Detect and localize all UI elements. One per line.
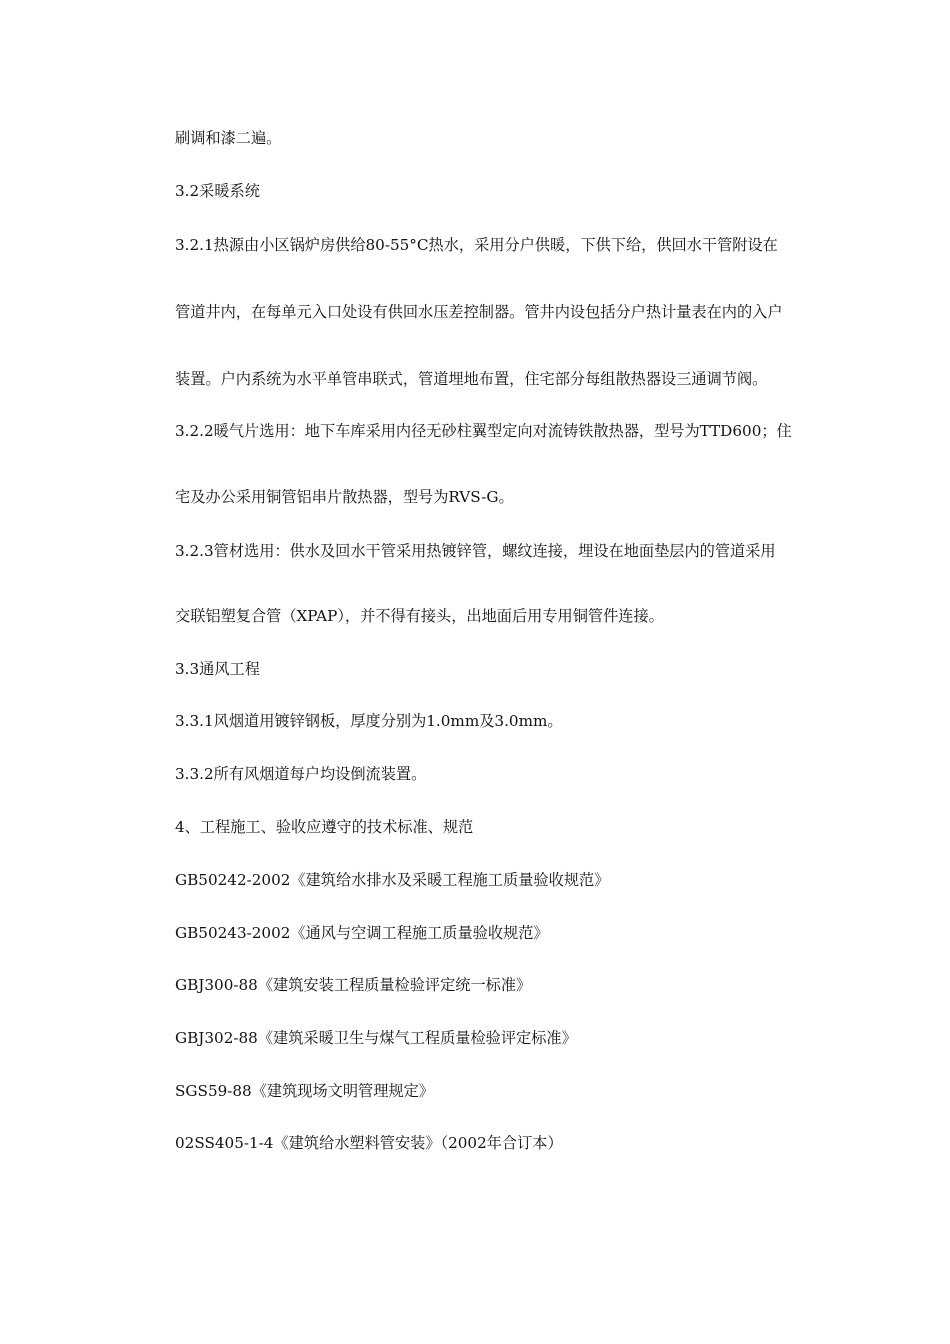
- paragraph-line: 3.3.2所有风烟道每户均设倒流装置。: [175, 765, 427, 783]
- standard-item: SGS59-88《建筑现场文明管理规定》: [175, 1082, 434, 1100]
- paragraph-line: 3.2.1热源由小区锅炉房供给80-55°C热水，采用分户供暖，下供下给，供回水干管附设在: [175, 236, 778, 254]
- paragraph-line: 管道井内，在每单元入口处设有供回水压差控制器。管井内设包括分户热计量表在内的入户: [175, 303, 783, 321]
- paragraph-line: 装置。户内系统为水平单管串联式，管道埋地布置，住宅部分每组散热器设三通调节阀。: [175, 370, 768, 388]
- paragraph-line: 刷调和漆二遍。: [175, 129, 282, 147]
- standard-item: GBJ300-88《建筑安装工程质量检验评定统一标准》: [175, 976, 532, 994]
- standard-item: GB50243-2002《通风与空调工程施工质量验收规范》: [175, 924, 549, 942]
- standard-item: GB50242-2002《建筑给水排水及采暖工程施工质量验收规范》: [175, 871, 610, 889]
- paragraph-line: 交联铝塑复合管（XPAP），并不得有接头，出地面后用专用铜管件连接。: [175, 607, 664, 625]
- paragraph-line: 宅及办公采用铜管铝串片散热器，型号为RVS-G。: [175, 488, 514, 506]
- standard-item: GBJ302-88《建筑采暖卫生与煤气工程质量检验评定标准》: [175, 1029, 577, 1047]
- paragraph-line: 3.2.2暖气片选用：地下车库采用内径无砂柱翼型定向对流铸铁散热器，型号为TTD600；住: [175, 422, 792, 440]
- section-heading-4: 4、工程施工、验收应遵守的技术标准、规范: [175, 818, 474, 836]
- paragraph-line: 3.3.1风烟道用镀锌钢板，厚度分别为1.0mm及3.0mm。: [175, 712, 563, 730]
- standard-item: 02SS405-1-4《建筑给水塑料管安装》（2002年合订本）: [175, 1134, 563, 1152]
- paragraph-line: 3.2.3管材选用：供水及回水干管采用热镀锌管，螺纹连接，埋设在地面垫层内的管道采用: [175, 542, 776, 560]
- section-heading-3-3: 3.3通风工程: [175, 660, 260, 678]
- section-heading-3-2: 3.2采暖系统: [175, 182, 260, 200]
